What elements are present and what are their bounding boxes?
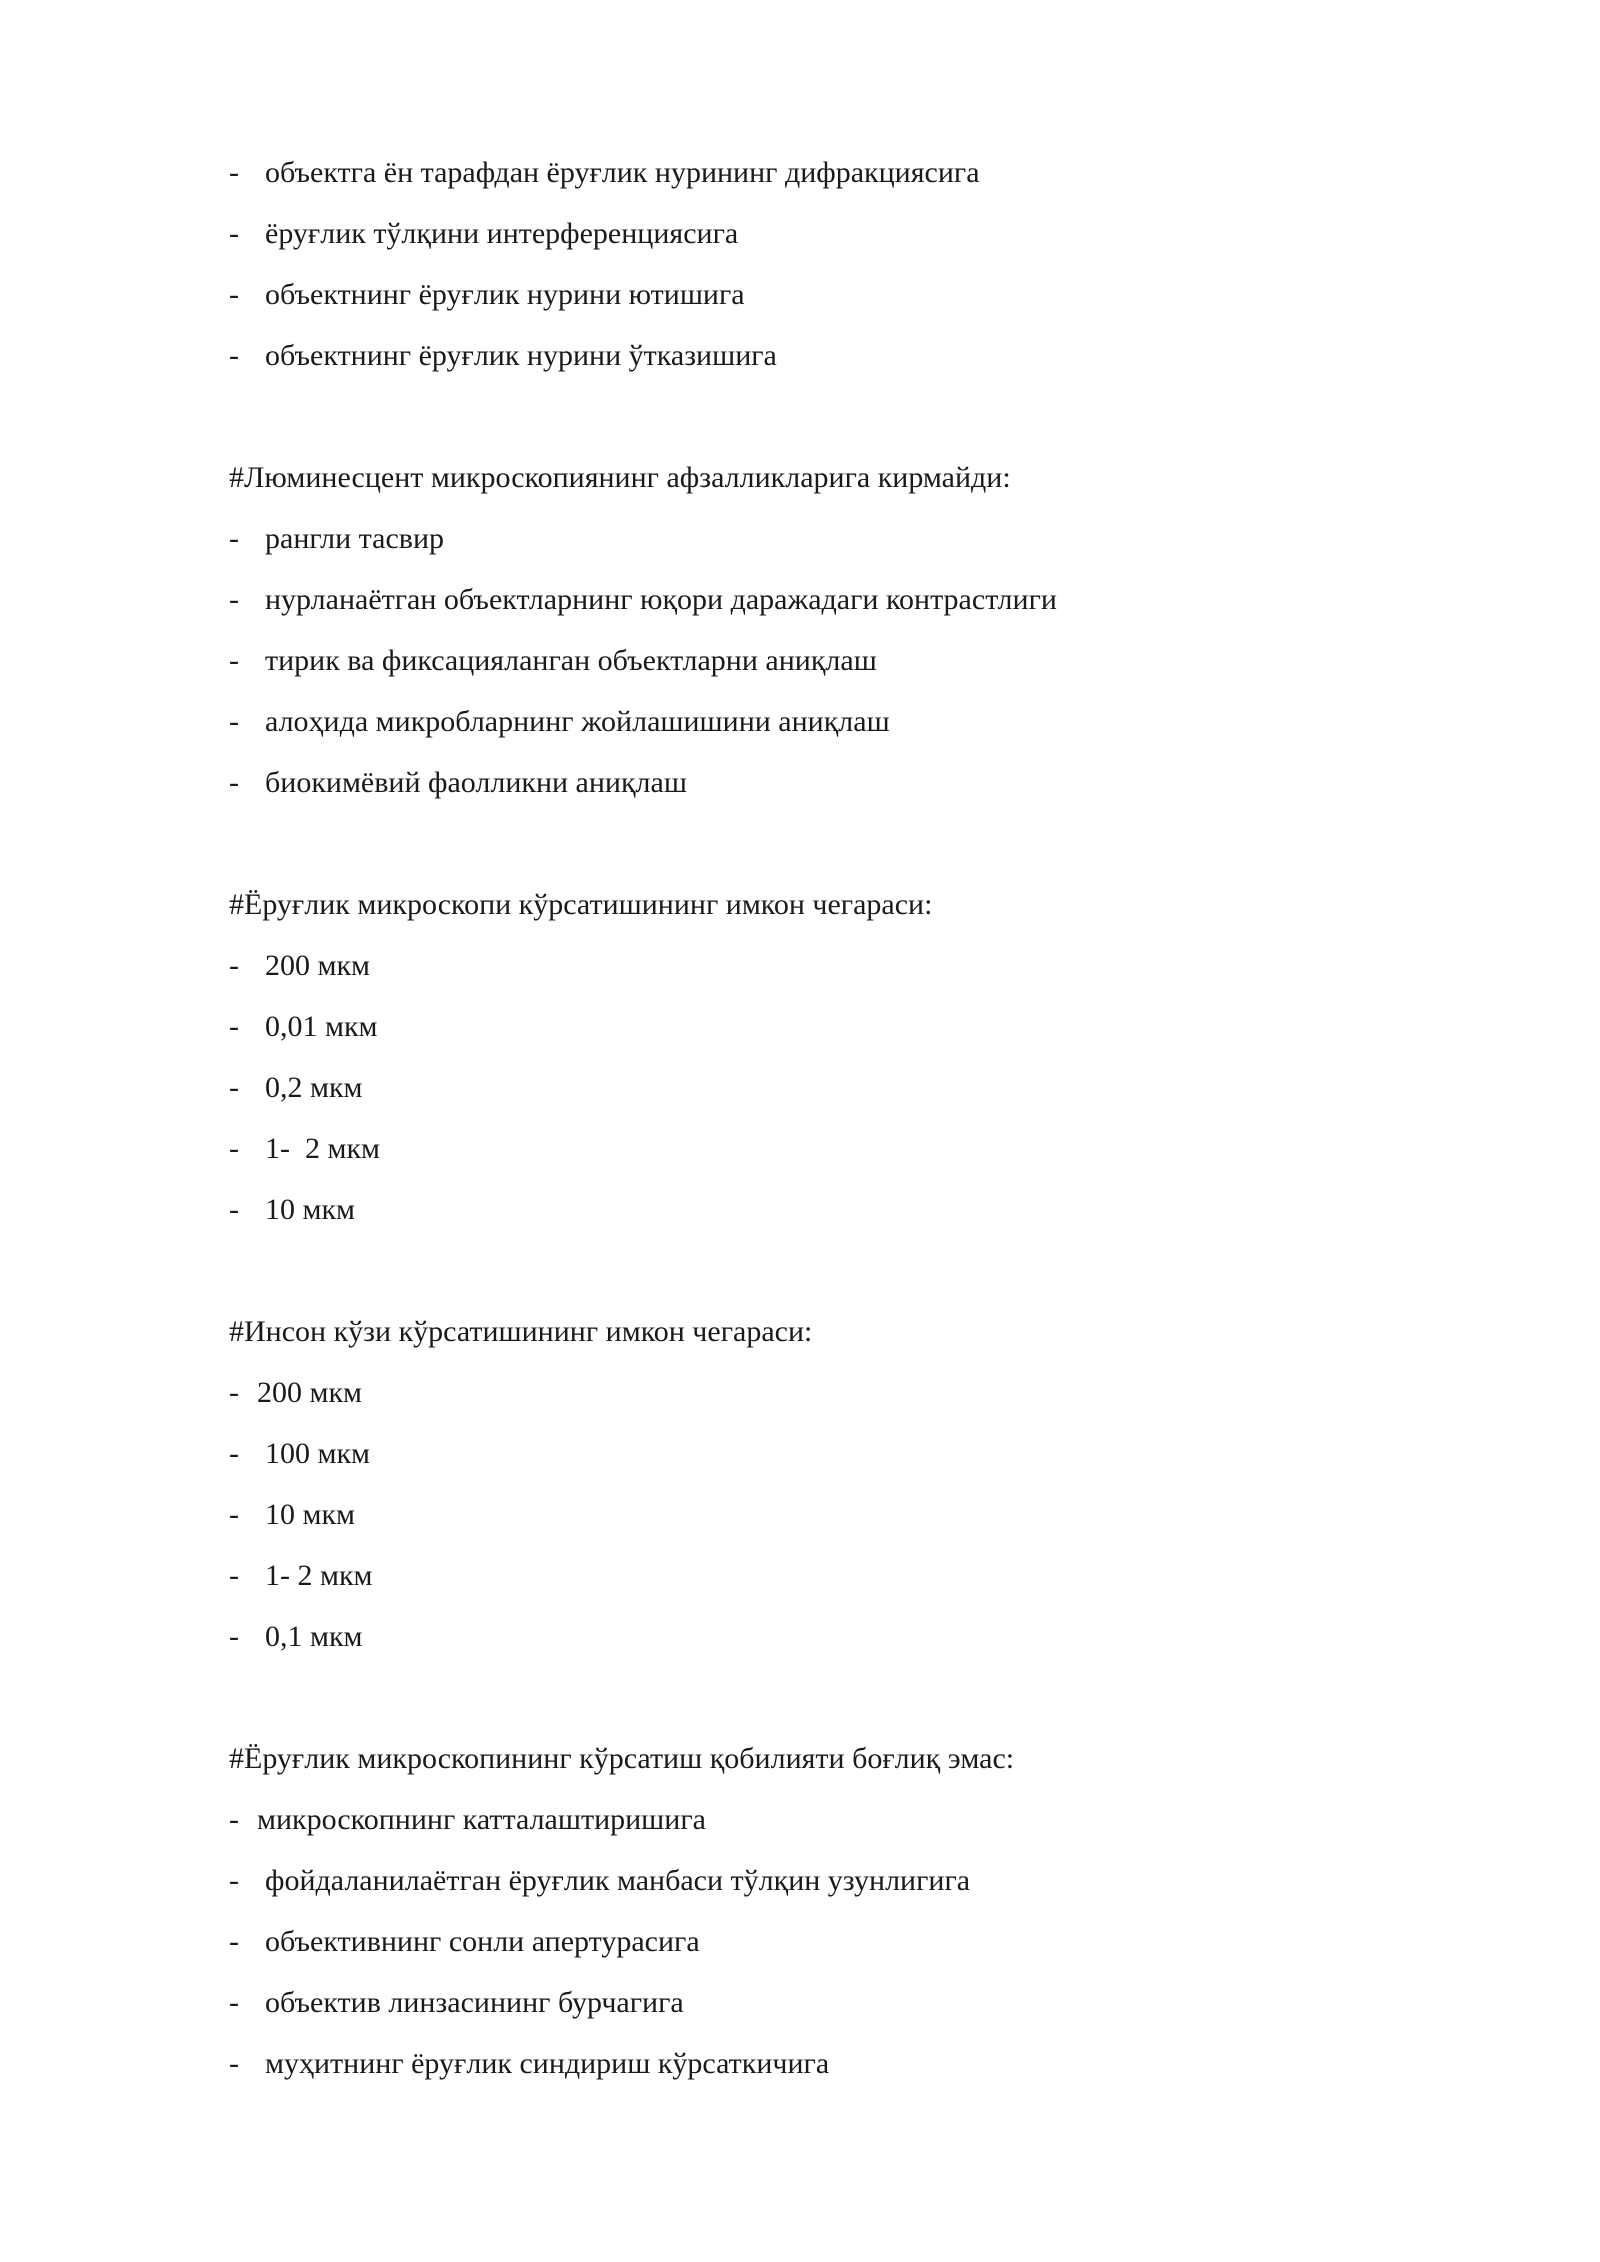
question-block <box>229 1307 1429 1673</box>
block-spacer <box>229 819 1429 880</box>
option-dash: - <box>229 1925 239 1958</box>
block-spacer <box>229 392 1429 453</box>
question-text: #Ёруғлик микроскопи кўрсатишининг имкон чегараси: <box>229 888 933 921</box>
question-text: #Ёруғлик микроскопининг кўрсатиш қобилияти боғлиқ эмас: <box>229 1742 1015 1775</box>
answer-option <box>229 697 1429 758</box>
answer-option <box>229 1063 1429 1124</box>
answer-option <box>229 1612 1429 1673</box>
answer-option <box>229 1002 1429 1063</box>
answer-option <box>229 636 1429 697</box>
answer-option <box>229 331 1429 392</box>
answer-option <box>229 1551 1429 1612</box>
option-dash: - <box>229 1376 239 1409</box>
answer-option <box>229 1124 1429 1185</box>
option-text: 200 мкм <box>265 949 371 982</box>
option-text: тирик ва фиксацияланган объектларни аниқлаш <box>265 644 877 677</box>
option-dash: - <box>229 2047 239 2080</box>
option-dash: - <box>229 217 239 250</box>
answer-option <box>229 209 1429 270</box>
option-text: 0,1 мкм <box>265 1620 363 1653</box>
block-spacer <box>229 1246 1429 1307</box>
option-text: 1- 2 мкм <box>265 1132 381 1165</box>
option-dash: - <box>229 1864 239 1897</box>
option-text: рангли тасвир <box>265 522 445 555</box>
option-dash: - <box>229 644 239 677</box>
option-text: муҳитнинг ёруғлик синдириш кўрсаткичига <box>265 2047 830 2080</box>
option-text: объектга ён тарафдан ёруғлик нурининг дифракциясига <box>265 156 980 189</box>
option-dash: - <box>229 766 239 799</box>
answer-option <box>229 1978 1429 2039</box>
answer-option <box>229 1368 1429 1429</box>
question-block <box>229 148 1429 392</box>
option-dash: - <box>229 705 239 738</box>
option-text: 0,01 мкм <box>265 1010 378 1043</box>
answer-option <box>229 148 1429 209</box>
answer-option <box>229 514 1429 575</box>
option-dash: - <box>229 949 239 982</box>
option-text: 100 мкм <box>265 1437 371 1470</box>
option-text: 0,2 мкм <box>265 1071 363 1104</box>
option-text: ёруғлик тўлқини интерференциясига <box>265 217 739 250</box>
option-dash: - <box>229 278 239 311</box>
option-text: алоҳида микробларнинг жойлашишини аниқлаш <box>265 705 890 738</box>
option-text: нурланаётган объектларнинг юқори даражадаги контрастлиги <box>265 583 1057 616</box>
option-dash: - <box>229 1803 239 1836</box>
option-dash: - <box>229 339 239 372</box>
option-text: 10 мкм <box>265 1193 356 1226</box>
document-content <box>229 148 1429 2100</box>
answer-option <box>229 1185 1429 1246</box>
answer-option <box>229 270 1429 331</box>
option-text: 10 мкм <box>265 1498 356 1531</box>
answer-option <box>229 2039 1429 2100</box>
option-dash: - <box>229 1986 239 2019</box>
option-text: объектнинг ёруғлик нурини ютишига <box>265 278 745 311</box>
answer-option <box>229 575 1429 636</box>
option-text: микроскопнинг катталаштиришига <box>257 1803 706 1836</box>
option-dash: - <box>229 1437 239 1470</box>
option-dash: - <box>229 583 239 616</box>
option-dash: - <box>229 522 239 555</box>
option-dash: - <box>229 1193 239 1226</box>
option-text: объектив линзасининг бурчагига <box>265 1986 684 2019</box>
question-block <box>229 1734 1429 2100</box>
option-dash: - <box>229 1498 239 1531</box>
question-text: #Инсон кўзи кўрсатишининг имкон чегараси: <box>229 1315 813 1348</box>
answer-option <box>229 1429 1429 1490</box>
option-text: 200 мкм <box>257 1376 363 1409</box>
option-dash: - <box>229 1559 239 1592</box>
answer-option <box>229 941 1429 1002</box>
option-text: 1- 2 мкм <box>265 1559 373 1592</box>
option-dash: - <box>229 1010 239 1043</box>
option-dash: - <box>229 1132 239 1165</box>
question-text: #Люминесцент микроскопиянинг афзалликларига кирмайди: <box>229 461 1011 494</box>
option-text: фойдаланилаётган ёруғлик манбаси тўлқин узунлигига <box>265 1864 971 1897</box>
answer-option <box>229 1917 1429 1978</box>
option-text: объектнинг ёруғлик нурини ўтказишига <box>265 339 777 372</box>
option-dash: - <box>229 1620 239 1653</box>
answer-option <box>229 1795 1429 1856</box>
answer-option <box>229 1490 1429 1551</box>
question-block <box>229 880 1429 1246</box>
option-text: биокимёвий фаолликни аниқлаш <box>265 766 687 799</box>
option-text: объективнинг сонли апертурасига <box>265 1925 700 1958</box>
answer-option <box>229 758 1429 819</box>
question-block <box>229 453 1429 819</box>
option-dash: - <box>229 1071 239 1104</box>
block-spacer <box>229 1673 1429 1734</box>
answer-option <box>229 1856 1429 1917</box>
option-dash: - <box>229 156 239 189</box>
